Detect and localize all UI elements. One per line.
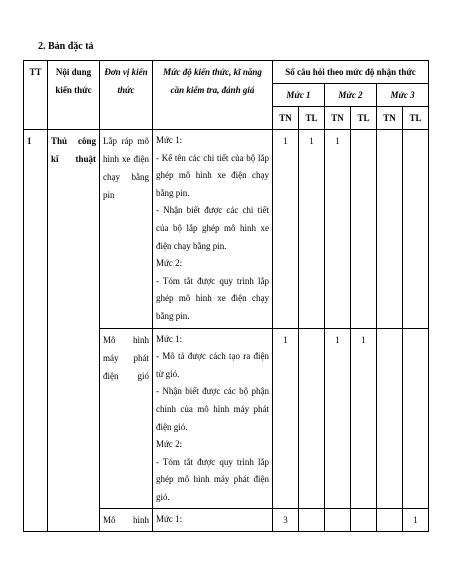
count-cell [377,328,403,509]
row-number: 1 [24,130,48,532]
count-cell: 1 [403,509,429,532]
description-cell [153,130,273,329]
header-question-count: Số câu hỏi theo mức độ nhận thức [273,61,429,84]
count-cell: 1 [325,328,351,509]
content-cell: Thủ công kĩ thuật [48,130,100,532]
description-line: Mức 2: [156,439,183,450]
header-content: Nội dung kiến thức [48,61,100,130]
header-type: TL [299,107,325,130]
count-cell: 1 [325,130,351,329]
count-cell: 1 [273,328,299,509]
count-cell [325,509,351,532]
count-cell [377,130,403,329]
header-level-description: Mức độ kiến thức, kĩ năng cần kiểm tra, đánh giá [153,61,273,130]
header-level-1: Mức 1 [273,84,325,107]
description-line: Mức 1: [156,135,183,145]
header-level-2: Mức 2 [325,84,377,107]
count-cell: 1 [299,130,325,329]
specification-table [23,60,429,532]
description-line: Mức 1: [156,333,183,344]
header-type: TN [377,107,403,130]
count-cell [351,509,377,532]
header-unit: Đơn vị kiến thức [100,61,153,130]
count-cell [299,328,325,509]
count-cell: 1 [273,130,299,329]
description-cell [153,328,273,509]
count-cell [403,130,429,329]
header-type: TN [273,107,299,130]
count-cell [403,328,429,509]
count-cell: 1 [351,328,377,509]
description-line: - Mô tả được cách tạo ra điện từ gió. [156,351,269,379]
description-line: - Tóm tắt được quy trình lắp ghép mô hình máy phát điện gió. [156,456,269,502]
description-line: - Kể tên các chi tiết của bộ lắp ghép mô hình xe điện chạy bằng pin. [156,152,269,198]
description-line: - Nhận biết được các chi tiết của bộ lắp ghép mô hình xe điện chạy bằng pin. [156,205,269,251]
header-type: TL [351,107,377,130]
description-cell [153,509,273,532]
count-cell [377,509,403,532]
count-cell: 3 [273,509,299,532]
section-heading: 2. Bản đặc tả [38,41,94,52]
table-row [24,130,429,329]
count-cell [299,509,325,532]
description-line: - Tóm tắt được quy trình lắp ghép mô hình xe điện chạy bằng pin. [156,275,269,321]
count-cell [351,130,377,329]
unit-cell: Mô hình máy phát điện gió [100,328,153,509]
header-level-3: Mức 3 [377,84,429,107]
description-line: Mức 1: [156,514,183,525]
unit-cell: Lắp ráp mô hình xe điện chạy bằng pin [100,130,153,329]
unit-cell: Mô hình [100,509,153,532]
description-line: Mức 2: [156,258,183,269]
header-type: TL [403,107,429,130]
header-tt: TT [24,61,48,130]
header-type: TN [325,107,351,130]
description-line: - Nhận biết được các bộ phận chính của mô hình máy phát điện gió. [156,386,269,432]
